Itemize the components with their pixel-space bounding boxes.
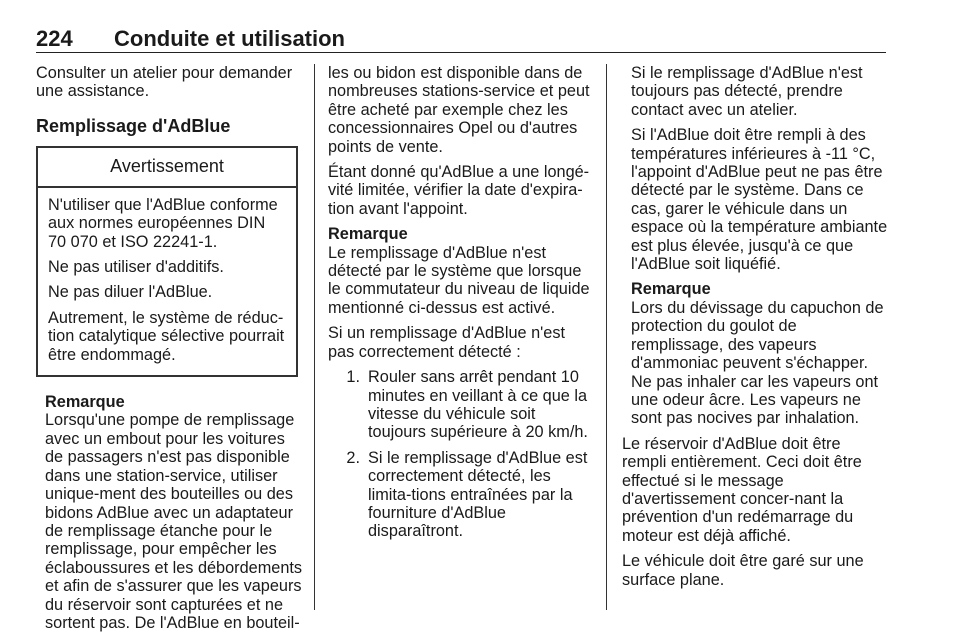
step-text: Si le remplissage d'AdBlue est correctement détecté, les limita-tions entraînées par la fourniture d'AdBlue disparaîtront.: [368, 448, 588, 541]
intro-paragraph: Consulter un atelier pour demander une assistance.: [36, 64, 293, 101]
note-text: Le remplissage d'AdBlue n'est détecté par le système que lorsque le commutateur du niveau de liquide mentionné ci-dessus est activé.: [328, 243, 590, 317]
note-text: Lorsqu'une pompe de remplissage avec un embout pour les voitures de passagers n'est pas disponible dans une station-service, utiliser unique-ment des bouteilles ou des bidons AdBlue avec un adaptateur de remplissage étanche pour le remplissage, pour empêcher les éclaboussures et les débordements et afin de s'assurer que les vapeurs du réservoir sont capturées et ne sortent pas. De l'AdBlue en bouteil-: [45, 411, 303, 632]
indented-block: [622, 64, 888, 428]
column-3: [622, 64, 888, 596]
steps-list: [328, 368, 590, 541]
paragraph: Le réservoir d'AdBlue doit être rempli entièrement. Ceci doit être effectué si le message d'avertissement concer-nant la prévention d'un redémarrage du moteur est déjà affiché.: [622, 434, 862, 545]
step-number: 1.: [346, 368, 360, 387]
page-number: 224: [36, 26, 73, 51]
note-block: [36, 393, 304, 632]
column-1: [36, 64, 304, 632]
paragraph: Si un remplissage d'AdBlue n'est pas correctement détecté :: [328, 324, 566, 361]
section-title: Remplissage d'AdBlue: [36, 115, 231, 136]
note-text: Lors du dévissage du capuchon de protection du goulot de remplissage, des vapeurs d'ammoniac peuvent s'échapper. Ne pas inhaler car les vapeurs ont une odeur âcre. Les vapeurs ne sont pas nocives par inhalation.: [631, 298, 884, 428]
warning-paragraph: Autrement, le système de réduc-tion catalytique sélective pourrait être endommagé.: [48, 308, 285, 364]
column-2: [328, 64, 590, 548]
note-block: [631, 280, 888, 427]
note-block: [328, 225, 590, 317]
column-divider: [606, 64, 607, 610]
note-title: Remarque: [328, 225, 408, 244]
paragraph: Étant donné qu'AdBlue a une longé-vité limitée, vérifier la date d'expira-tion avant l'appoint.: [328, 163, 590, 218]
warning-body: [38, 188, 296, 375]
paragraph: Si l'AdBlue doit être rempli à des températures inférieures à -11 °C, l'appoint d'AdBlue peut ne pas être détecté par le système. Dans ce cas, garer le véhicule dans un espace où la température ambiante est plus élevée, jusqu'à ce que l'AdBlue soit liquéfié.: [631, 126, 888, 274]
warning-paragraph: Ne pas diluer l'AdBlue.: [48, 283, 213, 302]
page-header: [36, 26, 886, 53]
list-item: [328, 368, 590, 442]
page-title: Conduite et utilisation: [114, 26, 345, 51]
column-divider: [314, 64, 315, 610]
warning-title: Avertissement: [38, 148, 296, 188]
step-number: 2.: [346, 448, 360, 467]
paragraph: Si le remplissage d'AdBlue n'est toujours pas détecté, prendre contact avec un atelier.: [631, 64, 863, 119]
note-title: Remarque: [45, 393, 125, 412]
warning-box: [36, 146, 298, 377]
paragraph: Le véhicule doit être garé sur une surface plane.: [622, 552, 864, 589]
warning-paragraph: N'utiliser que l'AdBlue conforme aux normes européennes DIN 70 070 et ISO 22241-1.: [48, 195, 278, 251]
paragraph: les ou bidon est disponible dans de nombreuses stations-service et peut être acheté par exemple chez les concessionnaires Opel ou d'autres points de vente.: [328, 64, 590, 156]
warning-paragraph: Ne pas utiliser d'additifs.: [48, 258, 224, 277]
note-title: Remarque: [631, 280, 711, 299]
list-item: [328, 449, 590, 541]
step-text: Rouler sans arrêt pendant 10 minutes en veillant à ce que la vitesse du véhicule soit toujours supérieure à 20 km/h.: [368, 368, 588, 442]
